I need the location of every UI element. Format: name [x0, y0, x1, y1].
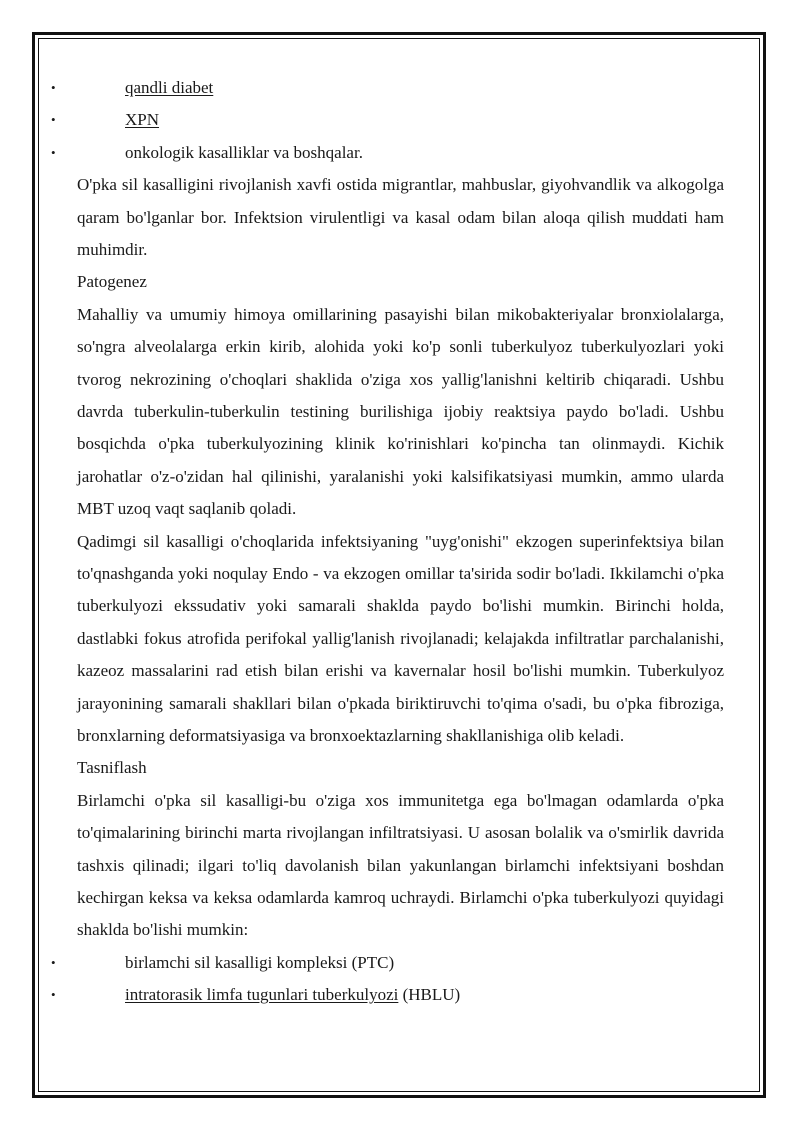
bullet-icon: •	[51, 987, 56, 1003]
list-item	[51, 72, 724, 104]
list-item-text: birlamchi sil kasalligi kompleksi (PTC)	[125, 952, 395, 972]
list-item-link[interactable]: qandli diabet	[125, 78, 214, 97]
list-item	[51, 104, 724, 136]
bullet-icon: •	[51, 80, 56, 95]
section-heading-patogenez: Patogenez	[77, 272, 147, 292]
list-item	[51, 137, 724, 169]
list-item	[51, 947, 724, 979]
list-item-mixed	[125, 979, 460, 1011]
section-heading-tasniflash: Tasniflash	[77, 758, 147, 778]
list-item	[51, 979, 724, 1011]
paragraph-risk-groups: O'pka sil kasalligini rivojlanish xavfi ostida migrantlar, mahbuslar, giyohvandlik va alkogolga qaram bo'lganlar bor. Infektsion virulentligi va kasal odam bilan aloqa qilish muddati ham muhimdir.	[77, 175, 724, 259]
list-item-link[interactable]: intratorasik limfa tugunlari tuberkulyozi	[125, 985, 399, 1005]
paragraph-classification: Birlamchi o'pka sil kasalligi-bu o'ziga xos immunitetga ega bo'lmagan odamlarda o'pka to'qimalarining birinchi marta rivojlangan infiltratsiyasi. U asosan bolalik va o'smirlik davrida tashxis qilinadi; ilgari to'liq davolanish bilan yakunlangan birlamchi infektsiyani boshdan kechirgan keksa va keksa odamlarda kamroq uchraydi. Birlamchi o'pka tuberkulyozi quyidagi shaklda bo'lishi mumkin:	[77, 790, 724, 940]
paragraph-secondary-tuberculosis: Qadimgi sil kasalligi o'choqlarida infektsiyaning "uyg'onishi" ekzogen superinfektsiya bilan to'qnashganda yoki noqulay Endo - va ekzogen omillar ta'sirida sodir bo'ladi. Ikkilamchi o'pka tuberkulyozi ekssudativ yoki samarali shaklda paydo bo'lishi mumkin. Birinchi holda, dastlabki fokus atrofida perifokal yallig'lanish rivojlanadi; kelajakda infiltratlar parchalanishi, kazeoz massalarini rad etish bilan erishi va kavernalar hosil bo'lishi mumkin. Tuberkulyoz jarayonining samarali shakllari bilan o'pkada biriktiruvchi to'qima o'sadi, bu o'pka fibroziga, bronxlarning deformatsiyasiga va bronxoektazlarning shakllanishiga olib keladi.	[77, 531, 724, 746]
document-body	[51, 72, 724, 1012]
paragraph-pathogenesis: Mahalliy va umumiy himoya omillarining pasayishi bilan mikobakteriyalar bronxiolalarga, so'ngra alveolalarga erkin kirib, alohida yoki ko'p sonli tuberkulyoz tuberkulyozlari yoki tvorog nekrozining o'choqlari shaklida o'ziga xos yallig'lanishni keltirib chiqaradi. Ushbu davrda tuberkulin-tuberkulin testining burilishiga ijobiy reaktsiya paydo bo'ladi. Ushbu bosqichda o'pka tuberkulyozining klinik ko'rinishlari ko'pincha tan olinmaydi. Kichik jarohatlar o'z-o'zidan hal qilinishi, yaralanishi yoki kalsifikatsiyasi mumkin, ammo ularda MBT uzoq vaqt saqlanib qoladi.	[77, 304, 724, 519]
bullet-icon: •	[51, 144, 56, 160]
list-item-text: onkologik kasalliklar va boshqalar.	[125, 142, 363, 162]
list-item-link[interactable]: XPN	[125, 110, 160, 130]
bullet-icon: •	[51, 112, 56, 128]
bullet-icon: •	[51, 954, 56, 970]
list-item-suffix: (HBLU)	[398, 985, 461, 1005]
